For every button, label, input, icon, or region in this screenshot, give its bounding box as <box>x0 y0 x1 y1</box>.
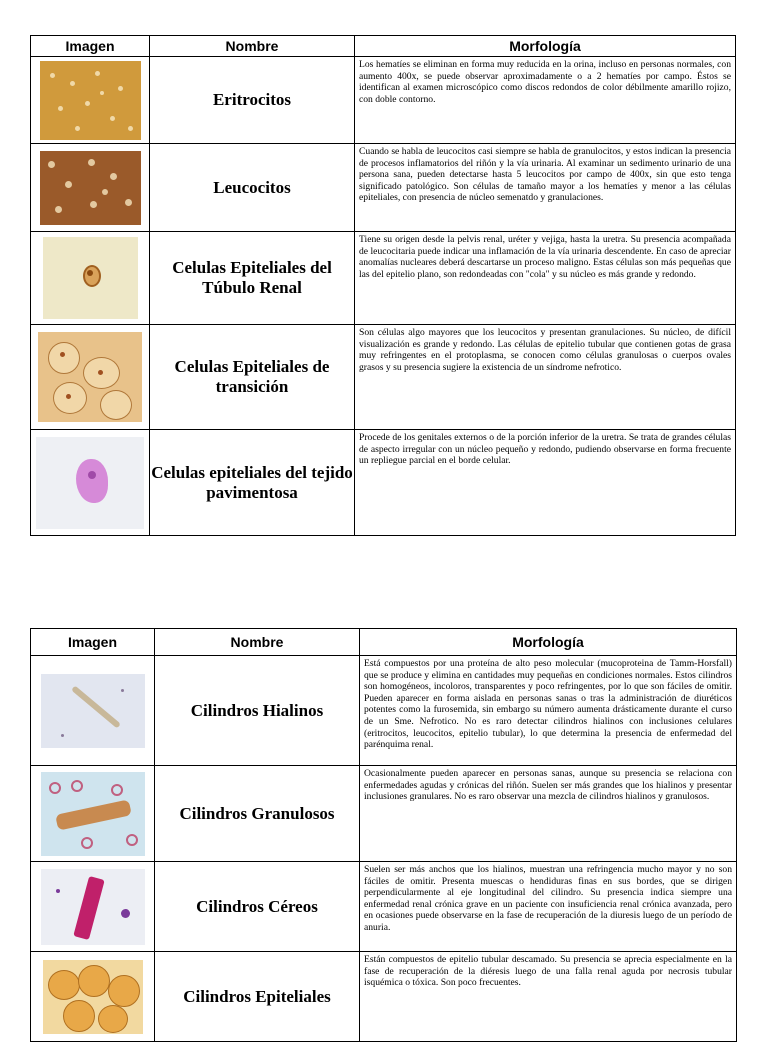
table-row <box>31 325 736 430</box>
cell-description: Están compuestos de epitelio tubular descamado. Su presencia se aprecia especialmente en la fase de recuperación de la diéresis luego de una falla renal aguda por necrosis tubular isquémica o tóxica. Son poco frecuentes. <box>360 952 737 1042</box>
table-header-row <box>31 629 737 656</box>
transitional-cells-micrograph-icon <box>38 332 142 422</box>
cell-name: Celulas epiteliales del tejido pavimentosa <box>150 430 355 536</box>
leukocytes-micrograph-icon <box>40 151 141 225</box>
epithelial-cast-micrograph-icon <box>43 960 143 1034</box>
urine-cells-table <box>30 35 736 536</box>
image-cell <box>31 57 150 144</box>
table-row <box>31 430 736 536</box>
cell-description: Tiene su origen desde la pelvis renal, uréter y vejiga, hasta la uretra. Su presencia acompañada de leucocitaria puede indicar una inflamación de la vía urinaria descendente. En caso de apreciar anomalías nucleares deberá descartarse un proceso maligno. Estas células son más pequeñas que las del epitelio plano, son redondeadas con "cola" y su núcleo es más grande y redondo. <box>355 232 736 325</box>
table-row <box>31 232 736 325</box>
cell-name: Eritrocitos <box>150 57 355 144</box>
cell-description: Los hematíes se eliminan en forma muy reducida en la orina, incluso en personas normales, con aumento 400x, se puede observar aproximadamente o a 2 hematíes por campo. Éstos se identifican al examen microscópico como discos redondos de color débilmente amarillo rojizo, con doble contorno. <box>355 57 736 144</box>
image-cell <box>31 232 150 325</box>
cell-name: Cilindros Céreos <box>155 862 360 952</box>
cell-description: Procede de los genitales externos o de la porción inferior de la uretra. Se trata de grandes células de aspecto irregular con un núcleo pequeño y redondo, pudiendo observarse en forma frecuente un repliegue parcial en el borde celular. <box>355 430 736 536</box>
table-row <box>31 952 737 1042</box>
header-imagen: Imagen <box>31 629 155 656</box>
renal-tubule-cell-micrograph-icon <box>43 237 138 319</box>
cell-name: Celulas Epiteliales del Túbulo Renal <box>150 232 355 325</box>
table-row <box>31 57 736 144</box>
cell-name: Cilindros Epiteliales <box>155 952 360 1042</box>
image-cell <box>31 766 155 862</box>
image-cell <box>31 325 150 430</box>
erythrocytes-micrograph-icon <box>40 61 141 140</box>
cell-description: Suelen ser más anchos que los hialinos, muestran una refringencia mucho mayor y no son fáciles de omitir. Presenta muescas o hendiduras finas en sus bordes, que se dirigen perpendicularmente al eje longitudinal del cilindro. Su presencia indica siempre una enfermedad renal crónica grave en un paciente con insuficiencia renal crónica avanzada, pero en ocasiones puede observarse en la fase de recuperación de la diuresis luego de un período de anuria. <box>360 862 737 952</box>
cell-name: Leucocitos <box>150 144 355 232</box>
table-row <box>31 144 736 232</box>
image-cell <box>31 952 155 1042</box>
cell-description: Cuando se habla de leucocitos casi siempre se habla de granulocitos, y estos indican la presencia de procesos inflamatorios del riñón y la vía urinaria. Al examinar un sedimento urinario de una persona sana, pueden detectarse hasta 5 leucocitos por campo de 400x, sin que esto tenga significado patológico. Son células de tamaño mayor a los hematíes y menor a las células epiteliales, con presencia de núcleo semenatdo y granulaciones. <box>355 144 736 232</box>
table-row <box>31 862 737 952</box>
cell-description: Son células algo mayores que los leucocitos y presentan granulaciones. Su núcleo, de difícil visualización es grande y redondo. Las células de epitelio tubular que contienen gotas de grasa muy refringentes en el protoplasma, se conocen como células granulosas o cuerpos ovales grasos y su presencia sugiere la existencia de un síndrome nefrotico. <box>355 325 736 430</box>
cell-name: Celulas Epiteliales de transición <box>150 325 355 430</box>
cell-name: Cilindros Granulosos <box>155 766 360 862</box>
header-nombre: Nombre <box>150 36 355 57</box>
granular-cast-micrograph-icon <box>41 772 145 856</box>
squamous-cell-micrograph-icon <box>36 437 144 529</box>
waxy-cast-micrograph-icon <box>41 869 145 945</box>
cell-name: Cilindros Hialinos <box>155 656 360 766</box>
image-cell <box>31 656 155 766</box>
table-header-row <box>31 36 736 57</box>
header-imagen: Imagen <box>31 36 150 57</box>
cell-description: Está compuestos por una proteína de alto peso molecular (mucoproteina de Tamm-Horsfall) que se produce y elimina en cantidades muy pequeñas en condiciones normales. Estos cilindros son homogéneos, incoloros, transparentes y poco refringentes, por lo que son fáciles de omitir. Pueden aparecer en forma aislada en personas sanas o tras la administración de diuréticos potentes como la furosemida, sin embargo su número aumenta drásticamente durante el curso de un Sme. Nefrotico. No es raro detectar cilindros hialinos con inclusiones celulares (eritrocitos, leucocitos, epitelio tubular), lo que determina la presencia de enfermedad del parénquima renal. <box>360 656 737 766</box>
urine-casts-table <box>30 628 737 1042</box>
header-morfologia: Morfología <box>355 36 736 57</box>
cell-description: Ocasionalmente pueden aparecer en personas sanas, aunque su presencia se relaciona con enfermedades agudas y crónicas del riñón. Suelen ser más grandes que los hialinos y presentar inclusiones granulares. No es raro observar una mezcla de cilindros hialinos y granulosos. <box>360 766 737 862</box>
image-cell <box>31 430 150 536</box>
header-morfologia: Morfología <box>360 629 737 656</box>
image-cell <box>31 144 150 232</box>
image-cell <box>31 862 155 952</box>
hyaline-cast-micrograph-icon <box>41 674 145 748</box>
table-row <box>31 766 737 862</box>
header-nombre: Nombre <box>155 629 360 656</box>
table-row <box>31 656 737 766</box>
